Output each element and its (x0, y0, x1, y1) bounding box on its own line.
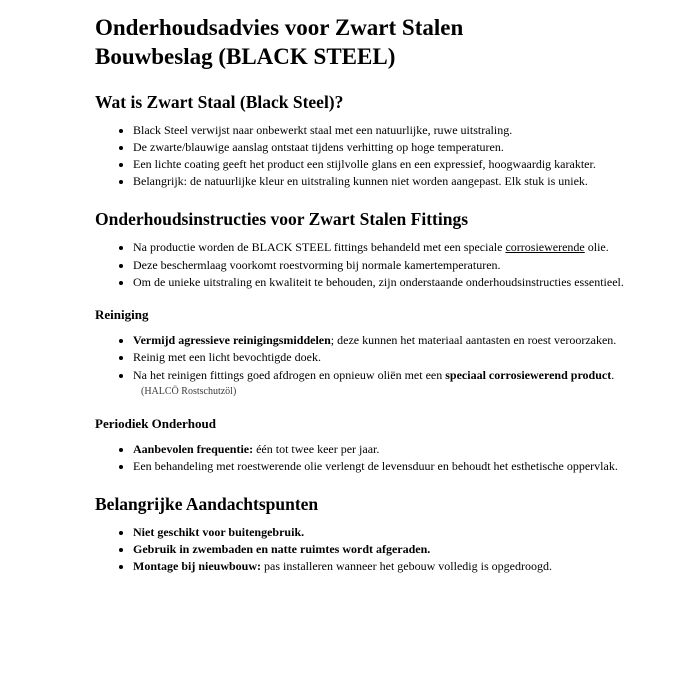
text-run: ; deze kunnen het materiaal aantasten en roest veroorzaken. (330, 333, 617, 348)
section-heading-belangrijke-aandachtspunten: Belangrijke Aandachtspunten (95, 494, 319, 514)
text-run: één tot twee keer per jaar. (253, 441, 380, 456)
list-item (133, 123, 638, 138)
sub-heading-periodiek-onderhoud: Periodiek Onderhoud (95, 415, 216, 431)
list-item (133, 240, 638, 255)
text-run: Om de unieke uitstraling en kwaliteit te behouden, zijn onderstaande onderhoudsinstructies essentieel. (133, 274, 624, 289)
list-item (133, 333, 638, 348)
text-run: olie. (584, 240, 609, 255)
text-run-bold: Vermijd agressieve reinigingsmiddelen (133, 333, 331, 348)
text-run: Na het reinigen fittings goed afdrogen en opnieuw oliën met een (133, 367, 446, 382)
bullet-list-periodiek-onderhoud (95, 442, 640, 474)
list-item (133, 459, 638, 474)
list-item (133, 157, 638, 172)
text-run-bold: speciaal corrosiewerend product (445, 367, 612, 382)
text-run: Reinig met een licht bevochtigde doek. (133, 350, 321, 365)
list-item (133, 258, 638, 273)
text-run-underlined: corrosiewerende (505, 240, 585, 255)
list-item (133, 542, 638, 557)
sub-heading-reiniging: Reiniging (95, 307, 149, 323)
list-item (133, 559, 638, 574)
text-run: Een lichte coating geeft het product een stijlvolle glans en een expressief, hoogwaardig karakter. (133, 156, 596, 171)
text-run: Black Steel verwijst naar onbewerkt staal met een natuurlijke, ruwe uitstraling. (133, 122, 513, 137)
text-run: Deze beschermlaag voorkomt roestvorming bij normale kamertemperaturen. (133, 257, 501, 272)
text-run-bold: Niet geschikt voor buitengebruik. (133, 525, 305, 539)
list-item (133, 275, 638, 290)
text-run-bold: Montage bij nieuwbouw: (133, 559, 262, 574)
text-run: Een behandeling met roestwerende olie verlengt de levensduur en behoudt het esthetische oppervlak. (133, 458, 618, 473)
bullet-list-reiniging (95, 333, 640, 398)
bullet-list-onderhoudsinstructies (95, 240, 640, 290)
text-run-bold: Aanbevolen frequentie: (133, 441, 254, 456)
text-run: Belangrijk: de natuurlijke kleur en uitstraling kunnen niet worden aangepast. Elk stuk is uniek. (133, 174, 588, 189)
list-item (133, 368, 638, 399)
bullet-list-aandachtspunten (95, 525, 640, 575)
text-run: Na productie worden de BLACK STEEL fittings behandeld met een speciale (133, 240, 506, 255)
document-title: Onderhoudsadvies voor Zwart Stalen Bouwbeslag (BLACK STEEL) (95, 15, 464, 69)
text-run: . (611, 367, 615, 382)
list-item (133, 442, 638, 457)
section-heading-onderhoudsinstructies: Onderhoudsinstructies voor Zwart Stalen Fittings (95, 209, 469, 230)
text-run: De zwarte/blauwige aanslag ontstaat tijdens verhitting op hoge temperaturen. (133, 139, 504, 154)
text-run-bold: Gebruik in zwembaden en natte ruimtes wordt afgeraden. (133, 542, 431, 557)
text-run: pas installeren wanneer het gebouw volledig is opgedroogd. (261, 559, 552, 574)
list-item (133, 350, 638, 365)
list-item (133, 140, 638, 155)
list-item (133, 525, 638, 540)
list-item (133, 174, 638, 189)
section-heading-wat-is-zwart-staal: Wat is Zwart Staal (Black Steel)? (95, 91, 344, 112)
bullet-list-wat-is (95, 123, 640, 190)
text-run-small-note: (HALCÖ Rostschutzöl) (141, 385, 237, 397)
